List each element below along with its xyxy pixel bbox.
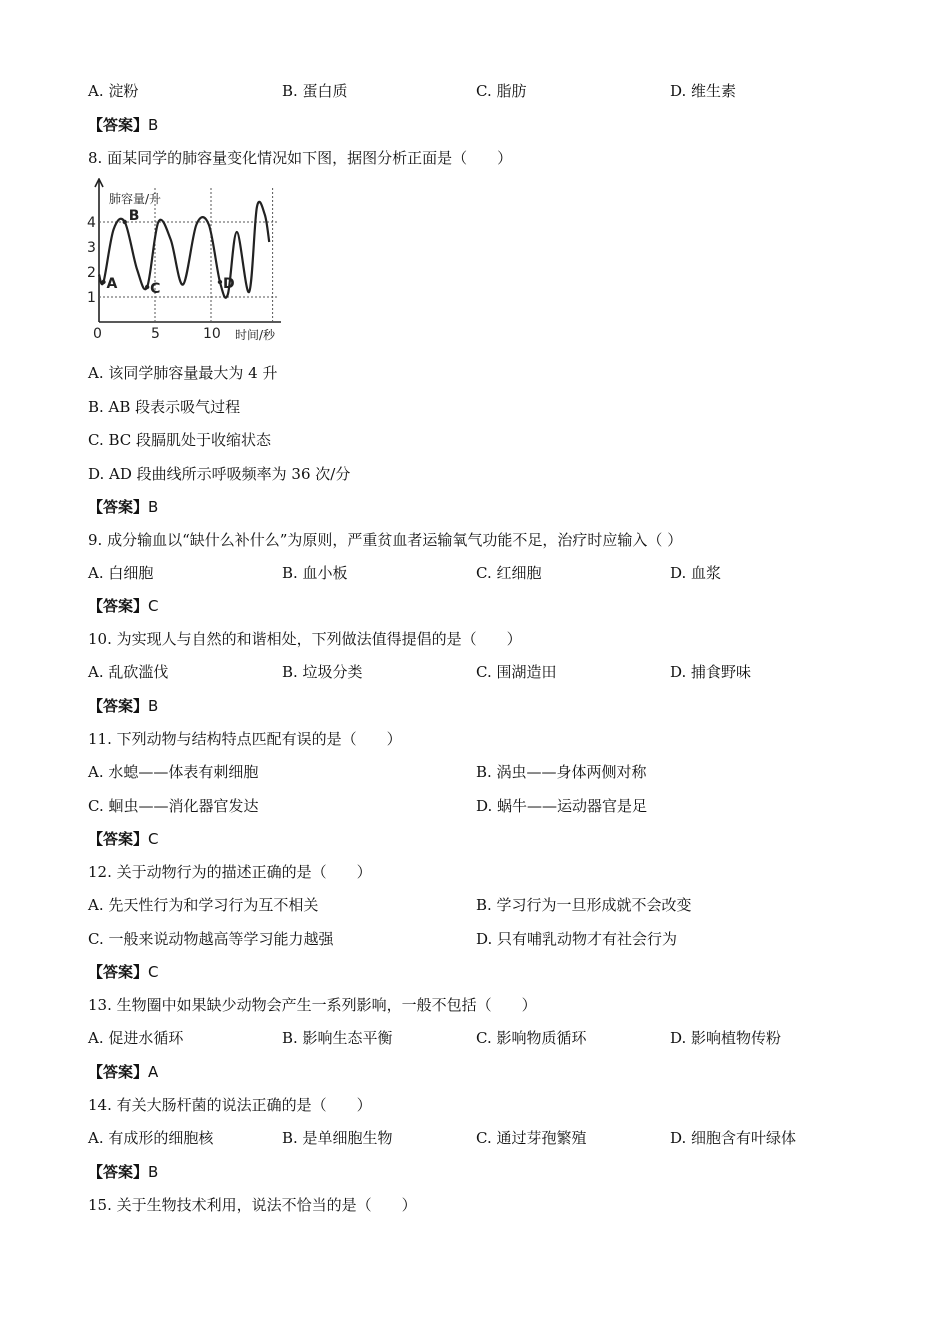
y-tick-2: 2 (87, 265, 96, 281)
q12-option-c: C. 一般来说动物越高等学习能力越强 (88, 930, 334, 948)
q15-stem: 15. 关于生物技术利用，说法不恰当的是（ ） (88, 1196, 417, 1214)
q10-stem: 10. 为实现人与自然的和谐相处，下列做法值得提倡的是（ ） (88, 630, 522, 648)
q11-stem: 11. 下列动物与结构特点匹配有误的是（ ） (88, 730, 402, 748)
q7-option-d: D. 维生素 (670, 82, 737, 100)
q13-option-b: B. 影响生态平衡 (282, 1029, 393, 1047)
q8-answer: 【答案】B (88, 498, 159, 516)
q9-option-b: B. 血小板 (282, 564, 348, 582)
q14-option-a: A. 有成形的细胞核 (88, 1129, 214, 1147)
point-label-D: D (222, 276, 235, 292)
point-D (218, 280, 222, 284)
point-B (123, 220, 127, 224)
chart-xlabel: 时间/秒 (235, 328, 276, 342)
q12-option-b: B. 学习行为一旦形成就不会改变 (476, 896, 692, 914)
q9-option-d: D. 血浆 (670, 564, 722, 582)
q11-option-b: B. 涡虫——身体两侧对称 (476, 763, 647, 781)
q7-answer: 【答案】B (88, 116, 159, 134)
q14-answer: 【答案】B (88, 1163, 159, 1181)
q8-option-d: D. AD 段曲线所示呼吸频率为 36 次/分 (88, 465, 351, 483)
q11-option-c: C. 蛔虫——消化器官发达 (88, 797, 259, 815)
q14-option-c: C. 通过芽孢繁殖 (476, 1129, 587, 1147)
q7-option-a: A. 淀粉 (88, 82, 139, 100)
q14-option-b: B. 是单细胞生物 (282, 1129, 393, 1147)
q8-stem: 8. 面某同学的肺容量变化情况如下图，据图分析正面是（ ） (88, 149, 513, 167)
q10-option-b: B. 垃圾分类 (282, 663, 363, 681)
q11-option-d: D. 蜗牛——运动器官是足 (476, 797, 648, 815)
point-label-B: B (128, 208, 140, 224)
q13-option-d: D. 影响植物传粉 (670, 1029, 782, 1047)
x-tick-0: 0 (93, 326, 102, 342)
q13-option-c: C. 影响物质循环 (476, 1029, 587, 1047)
chart-ylabel: 肺容量/升 (109, 192, 162, 206)
q8-option-a: A. 该同学肺容量最大为 4 升 (88, 364, 278, 382)
y-tick-3: 3 (87, 240, 96, 256)
q8-option-b: B. AB 段表示吸气过程 (88, 398, 241, 416)
y-tick-1: 1 (87, 290, 96, 306)
q12-option-d: D. 只有哺乳动物才有社会行为 (476, 930, 678, 948)
q13-answer: 【答案】A (88, 1063, 159, 1081)
q9-option-c: C. 红细胞 (476, 564, 542, 582)
q11-answer: 【答案】C (88, 830, 159, 848)
q9-stem: 9. 成分输血以“缺什么补什么”为原则，严重贫血者运输氧气功能不足，治疗时应输入（ ） (88, 531, 683, 549)
point-label-A: A (106, 276, 118, 292)
lung-volume-chart (85, 178, 285, 343)
x-tick-5: 5 (151, 326, 160, 342)
point-C (145, 285, 149, 289)
q9-option-a: A. 白细胞 (88, 564, 154, 582)
q11-option-a: A. 水螅——体表有刺细胞 (88, 763, 259, 781)
x-tick-10: 10 (203, 326, 221, 342)
lung-volume-curve (99, 202, 269, 298)
q8-option-c: C. BC 段膈肌处于收缩状态 (88, 431, 272, 449)
q13-option-a: A. 促进水循环 (88, 1029, 184, 1047)
q9-answer: 【答案】C (88, 597, 159, 615)
q14-stem: 14. 有关大肠杆菌的说法正确的是（ ） (88, 1096, 372, 1114)
q13-stem: 13. 生物圈中如果缺少动物会产生一系列影响，一般不包括（ ） (88, 996, 537, 1014)
q7-option-b: B. 蛋白质 (282, 82, 348, 100)
point-A (101, 280, 105, 284)
q10-option-a: A. 乱砍滥伐 (88, 663, 169, 681)
q14-option-d: D. 细胞含有叶绿体 (670, 1129, 797, 1147)
q7-option-c: C. 脂肪 (476, 82, 527, 100)
point-label-C: C (150, 281, 161, 297)
q12-option-a: A. 先天性行为和学习行为互不相关 (88, 896, 319, 914)
y-tick-4: 4 (87, 215, 96, 231)
q10-answer: 【答案】B (88, 697, 159, 715)
q10-option-c: C. 围湖造田 (476, 663, 557, 681)
q12-answer: 【答案】C (88, 963, 159, 981)
q10-option-d: D. 捕食野味 (670, 663, 752, 681)
q12-stem: 12. 关于动物行为的描述正确的是（ ） (88, 863, 372, 881)
